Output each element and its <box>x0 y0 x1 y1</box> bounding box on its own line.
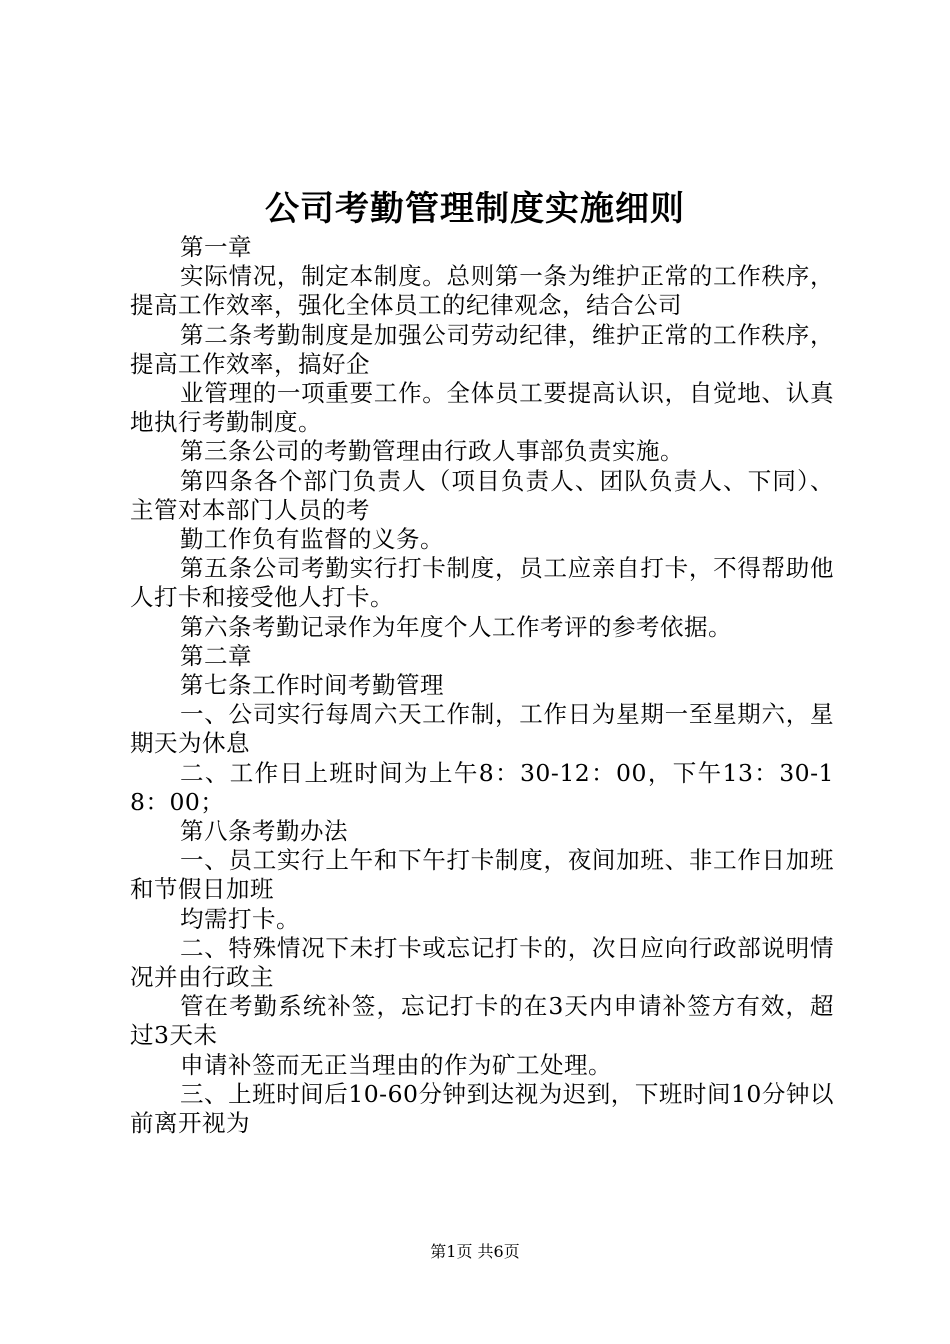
paragraph: 管在考勤系统补签，忘记打卡的在3天内申请补签方有效，超过3天未 <box>130 992 834 1050</box>
paragraph: 一、员工实行上午和下午打卡制度，夜间加班、非工作日加班和节假日加班 <box>130 846 834 904</box>
chapter-heading: 第二章 <box>180 641 252 670</box>
page-title: 公司考勤管理制度实施细则 <box>265 189 685 229</box>
paragraph: 第六条考勤记录作为年度个人工作考评的参考依据。 <box>180 612 732 641</box>
paragraph: 勤工作负有监督的义务。 <box>180 525 444 554</box>
paragraph: 第三条公司的考勤管理由行政人事部负责实施。 <box>180 437 684 466</box>
paragraph: 第二条考勤制度是加强公司劳动纪律，维护正常的工作秩序，提高工作效率，搞好企 <box>130 320 834 378</box>
paragraph: 第八条考勤办法 <box>180 817 348 846</box>
paragraph: 业管理的一项重要工作。全体员工要提高认识，自觉地、认真地执行考勤制度。 <box>130 379 834 437</box>
paragraph: 均需打卡。 <box>180 904 300 933</box>
page-number-footer: 第1页 共6页 <box>430 1242 520 1261</box>
paragraph: 一、公司实行每周六天工作制，工作日为星期一至星期六，星期天为休息 <box>130 700 834 758</box>
document-body <box>130 233 834 1138</box>
paragraph: 二、特殊情况下未打卡或忘记打卡的，次日应向行政部说明情况并由行政主 <box>130 933 834 992</box>
paragraph: 二、工作日上班时间为上午8：30-12：00，下午13：30-18：00； <box>130 758 834 816</box>
chapter-heading: 第一章 <box>180 233 252 261</box>
paragraph: 实际情况，制定本制度。总则第一条为维护正常的工作秩序，提高工作效率，强化全体员工的纪律观念，结合公司 <box>130 262 834 320</box>
paragraph: 三、上班时间后10-60分钟到达视为迟到，下班时间10分钟以前离开视为 <box>130 1079 834 1138</box>
paragraph: 第四条各个部门负责人（项目负责人、团队负责人、下同）、主管对本部门人员的考 <box>130 466 834 524</box>
paragraph: 第七条工作时间考勤管理 <box>180 671 444 700</box>
paragraph: 第五条公司考勤实行打卡制度，员工应亲自打卡，不得帮助他人打卡和接受他人打卡。 <box>130 554 834 612</box>
paragraph: 申请补签而无正当理由的作为矿工处理。 <box>180 1050 612 1079</box>
